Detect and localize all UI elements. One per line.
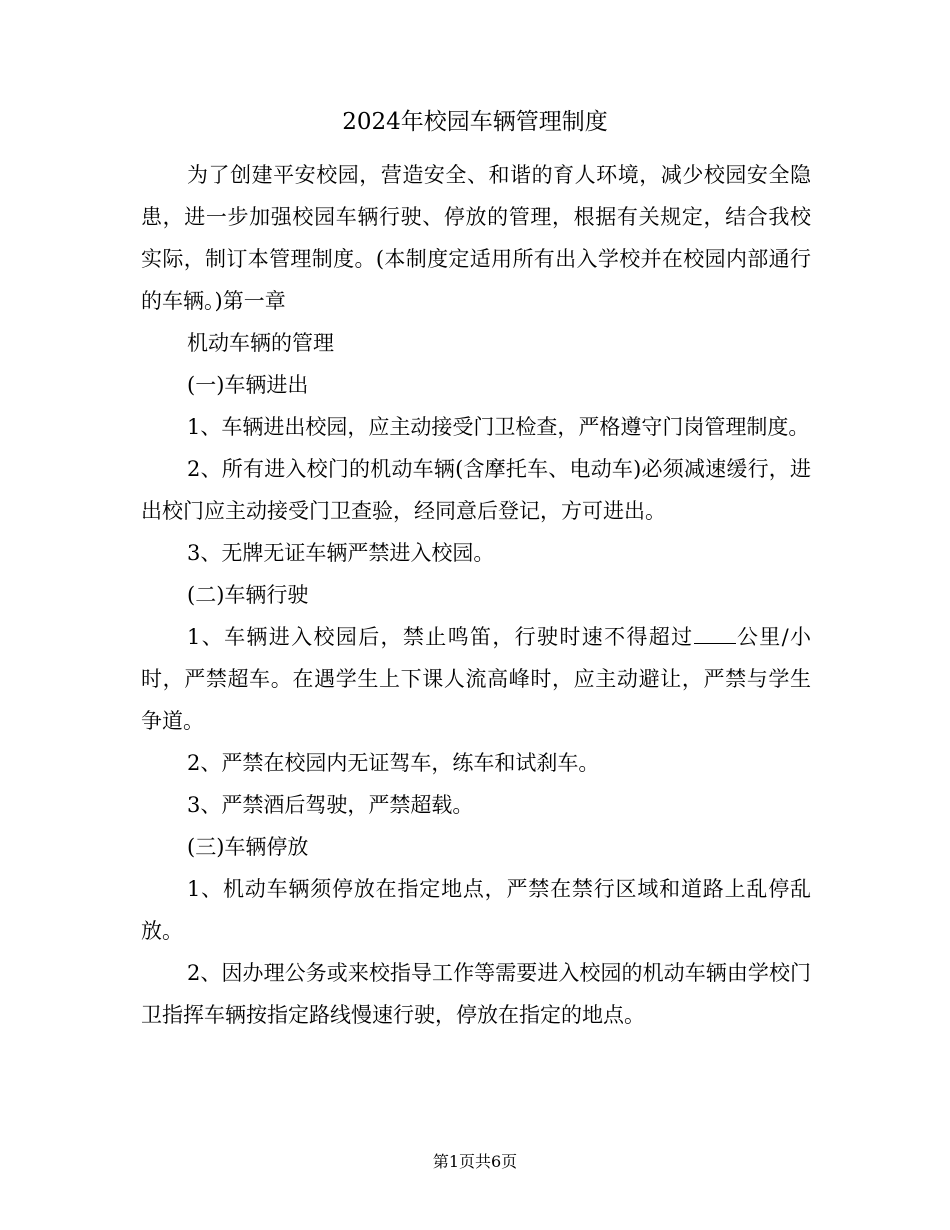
speed-limit-blank	[694, 622, 736, 644]
page-footer: 第1页共6页	[432, 1152, 518, 1171]
paragraph-rule: 2、所有进入校门的机动车辆(含摩托车、电动车)必须减速缓行，进出校门应主动接受门卫查验，经同意后登记，方可进出。	[141, 457, 811, 523]
speed-rule-end: 公里/小时，严禁超车。在遇学生上下课人流高峰时，应主动避让，严禁与学生争道。	[141, 625, 812, 733]
paragraph-rule: 2、严禁在校园内无证驾车，练车和试刹车。	[187, 751, 600, 775]
paragraph-subheading-parking: (三)车辆停放	[187, 835, 309, 859]
document-title: 2024年校园车辆管理制度	[342, 109, 608, 135]
document-body	[141, 154, 811, 1036]
paragraph-intro: 为了创建平安校园，营造安全、和谐的育人环境，减少校园安全隐患，进一步加强校园车辆行驶、停放的管理，根据有关规定，结合我校实际，制订本管理制度。(本制度定适用所有出入学校并在校园内部通行的车辆。)第一章	[141, 163, 811, 313]
paragraph-rule: 3、无牌无证车辆严禁进入校园。	[187, 541, 495, 565]
paragraph-subheading-driving: (二)车辆行驶	[187, 583, 309, 607]
paragraph-speed-rule	[141, 616, 811, 742]
paragraph-rule: 1、车辆进出校园，应主动接受门卫检查，严格遵守门岗管理制度。	[187, 415, 810, 439]
paragraph-section-heading: 机动车辆的管理	[187, 331, 334, 355]
paragraph-rule: 2、因办理公务或来校指导工作等需要进入校园的机动车辆由学校门卫指挥车辆按指定路线慢速行驶，停放在指定的地点。	[141, 961, 811, 1027]
speed-rule-start: 1、车辆进入校园后，禁止鸣笛，行驶时速不得超过	[187, 625, 694, 649]
paragraph-subheading-entry-exit: (一)车辆进出	[187, 373, 309, 397]
paragraph-rule: 3、严禁酒后驾驶，严禁超载。	[187, 793, 474, 817]
paragraph-rule: 1、机动车辆须停放在指定地点，严禁在禁行区域和道路上乱停乱放。	[141, 877, 811, 943]
